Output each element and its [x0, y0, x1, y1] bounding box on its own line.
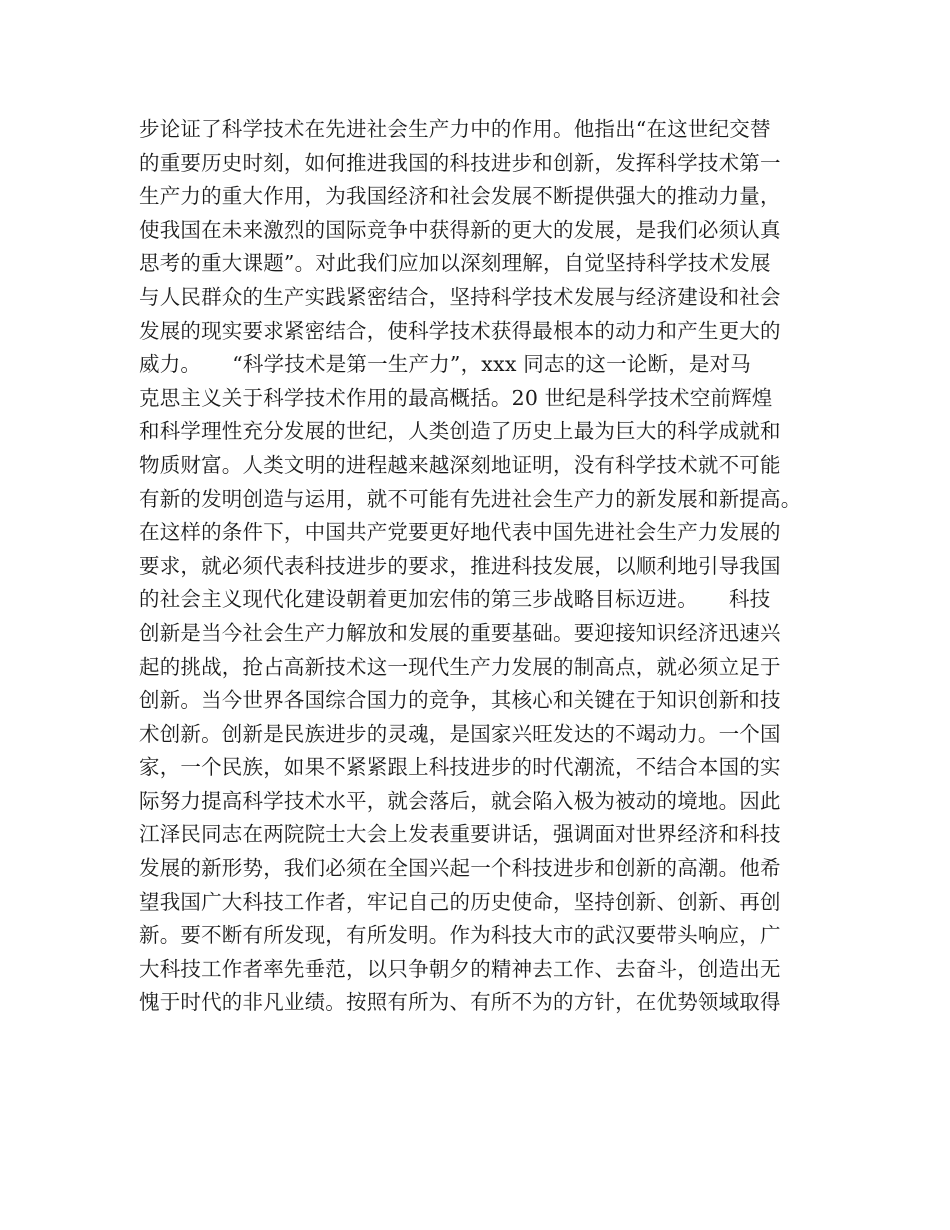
text-line: 物质财富。人类文明的进程越来越深刻地证明，没有科学技术就不可能 [139, 452, 781, 477]
text-line: 生产力的重大作用，为我国经济和社会发展不断提供强大的推动力量， [139, 184, 781, 209]
text-line: 家，一个民族，如果不紧紧跟上科技进步的时代潮流，不结合本国的实 [139, 755, 781, 780]
text-line: 起的挑战，抢占高新技术这一现代生产力发展的制高点，就必须立足于 [139, 654, 781, 679]
body-text [139, 113, 839, 1020]
text-line: 克思主义关于科学技术作用的最高概括。20 世纪是科学技术空前辉煌 [139, 385, 773, 410]
text-line: 江泽民同志在两院院士大会上发表重要讲话，强调面对世界经济和科技 [139, 822, 781, 847]
text-line: 使我国在未来激烈的国际竞争中获得新的更大的发展，是我们必须认真 [139, 217, 781, 242]
text-line: 发展的现实要求紧密结合，使科学技术获得最根本的动力和产生更大的 [139, 318, 781, 343]
text-line: 术创新。创新是民族进步的灵魂，是国家兴旺发达的不竭动力。一个国 [139, 721, 781, 746]
text-line: 思考的重大课题”。对此我们应加以深刻理解，自觉坚持科学技术发展 [139, 251, 771, 276]
text-line: 愧于时代的非凡业绩。按照有所为、有所不为的方针，在优势领域取得 [139, 990, 781, 1015]
text-line: 威力。 “科学技术是第一生产力”，xxx 同志的这一论断，是对马 [139, 352, 752, 377]
text-line: 要求，就必须代表科技进步的要求，推进科技发展，以顺利地引导我国 [139, 553, 781, 578]
text-line: 发展的新形势，我们必须在全国兴起一个科技进步和创新的高潮。他希 [139, 856, 781, 881]
text-line: 际努力提高科学技术水平，就会落后，就会陷入极为被动的境地。因此 [139, 788, 781, 813]
text-line: 和科学理性充分发展的世纪，人类创造了历史上最为巨大的科学成就和 [139, 419, 781, 444]
text-line: 创新。当今世界各国综合国力的竞争，其核心和关键在于知识创新和技 [139, 688, 781, 713]
text-line: 有新的发明创造与运用，就不可能有先进社会生产力的新发展和新提高。 [139, 486, 802, 511]
text-line: 望我国广大科技工作者，牢记自己的历史使命，坚持创新、创新、再创 [139, 889, 781, 914]
text-line: 在这样的条件下，中国共产党要更好地代表中国先进社会生产力发展的 [139, 520, 781, 545]
text-line: 大科技工作者率先垂范，以只争朝夕的精神去工作、去奋斗，创造出无 [139, 956, 781, 981]
text-line: 步论证了科学技术在先进社会生产力中的作用。他指出“在这世纪交替 [139, 117, 771, 141]
text-line: 创新是当今社会生产力解放和发展的重要基础。要迎接知识经济迅速兴 [139, 620, 781, 645]
text-line: 的社会主义现代化建设朝着更加宏伟的第三步战略目标迈进。 科技 [139, 587, 771, 612]
text-line: 与人民群众的生产实践紧密结合，坚持科学技术发展与经济建设和社会 [139, 284, 781, 309]
text-line: 的重要历史时刻，如何推进我国的科技进步和创新，发挥科学技术第一 [139, 150, 781, 175]
text-line: 新。要不断有所发现，有所发明。作为科技大市的武汉要带头响应，广 [139, 923, 781, 948]
